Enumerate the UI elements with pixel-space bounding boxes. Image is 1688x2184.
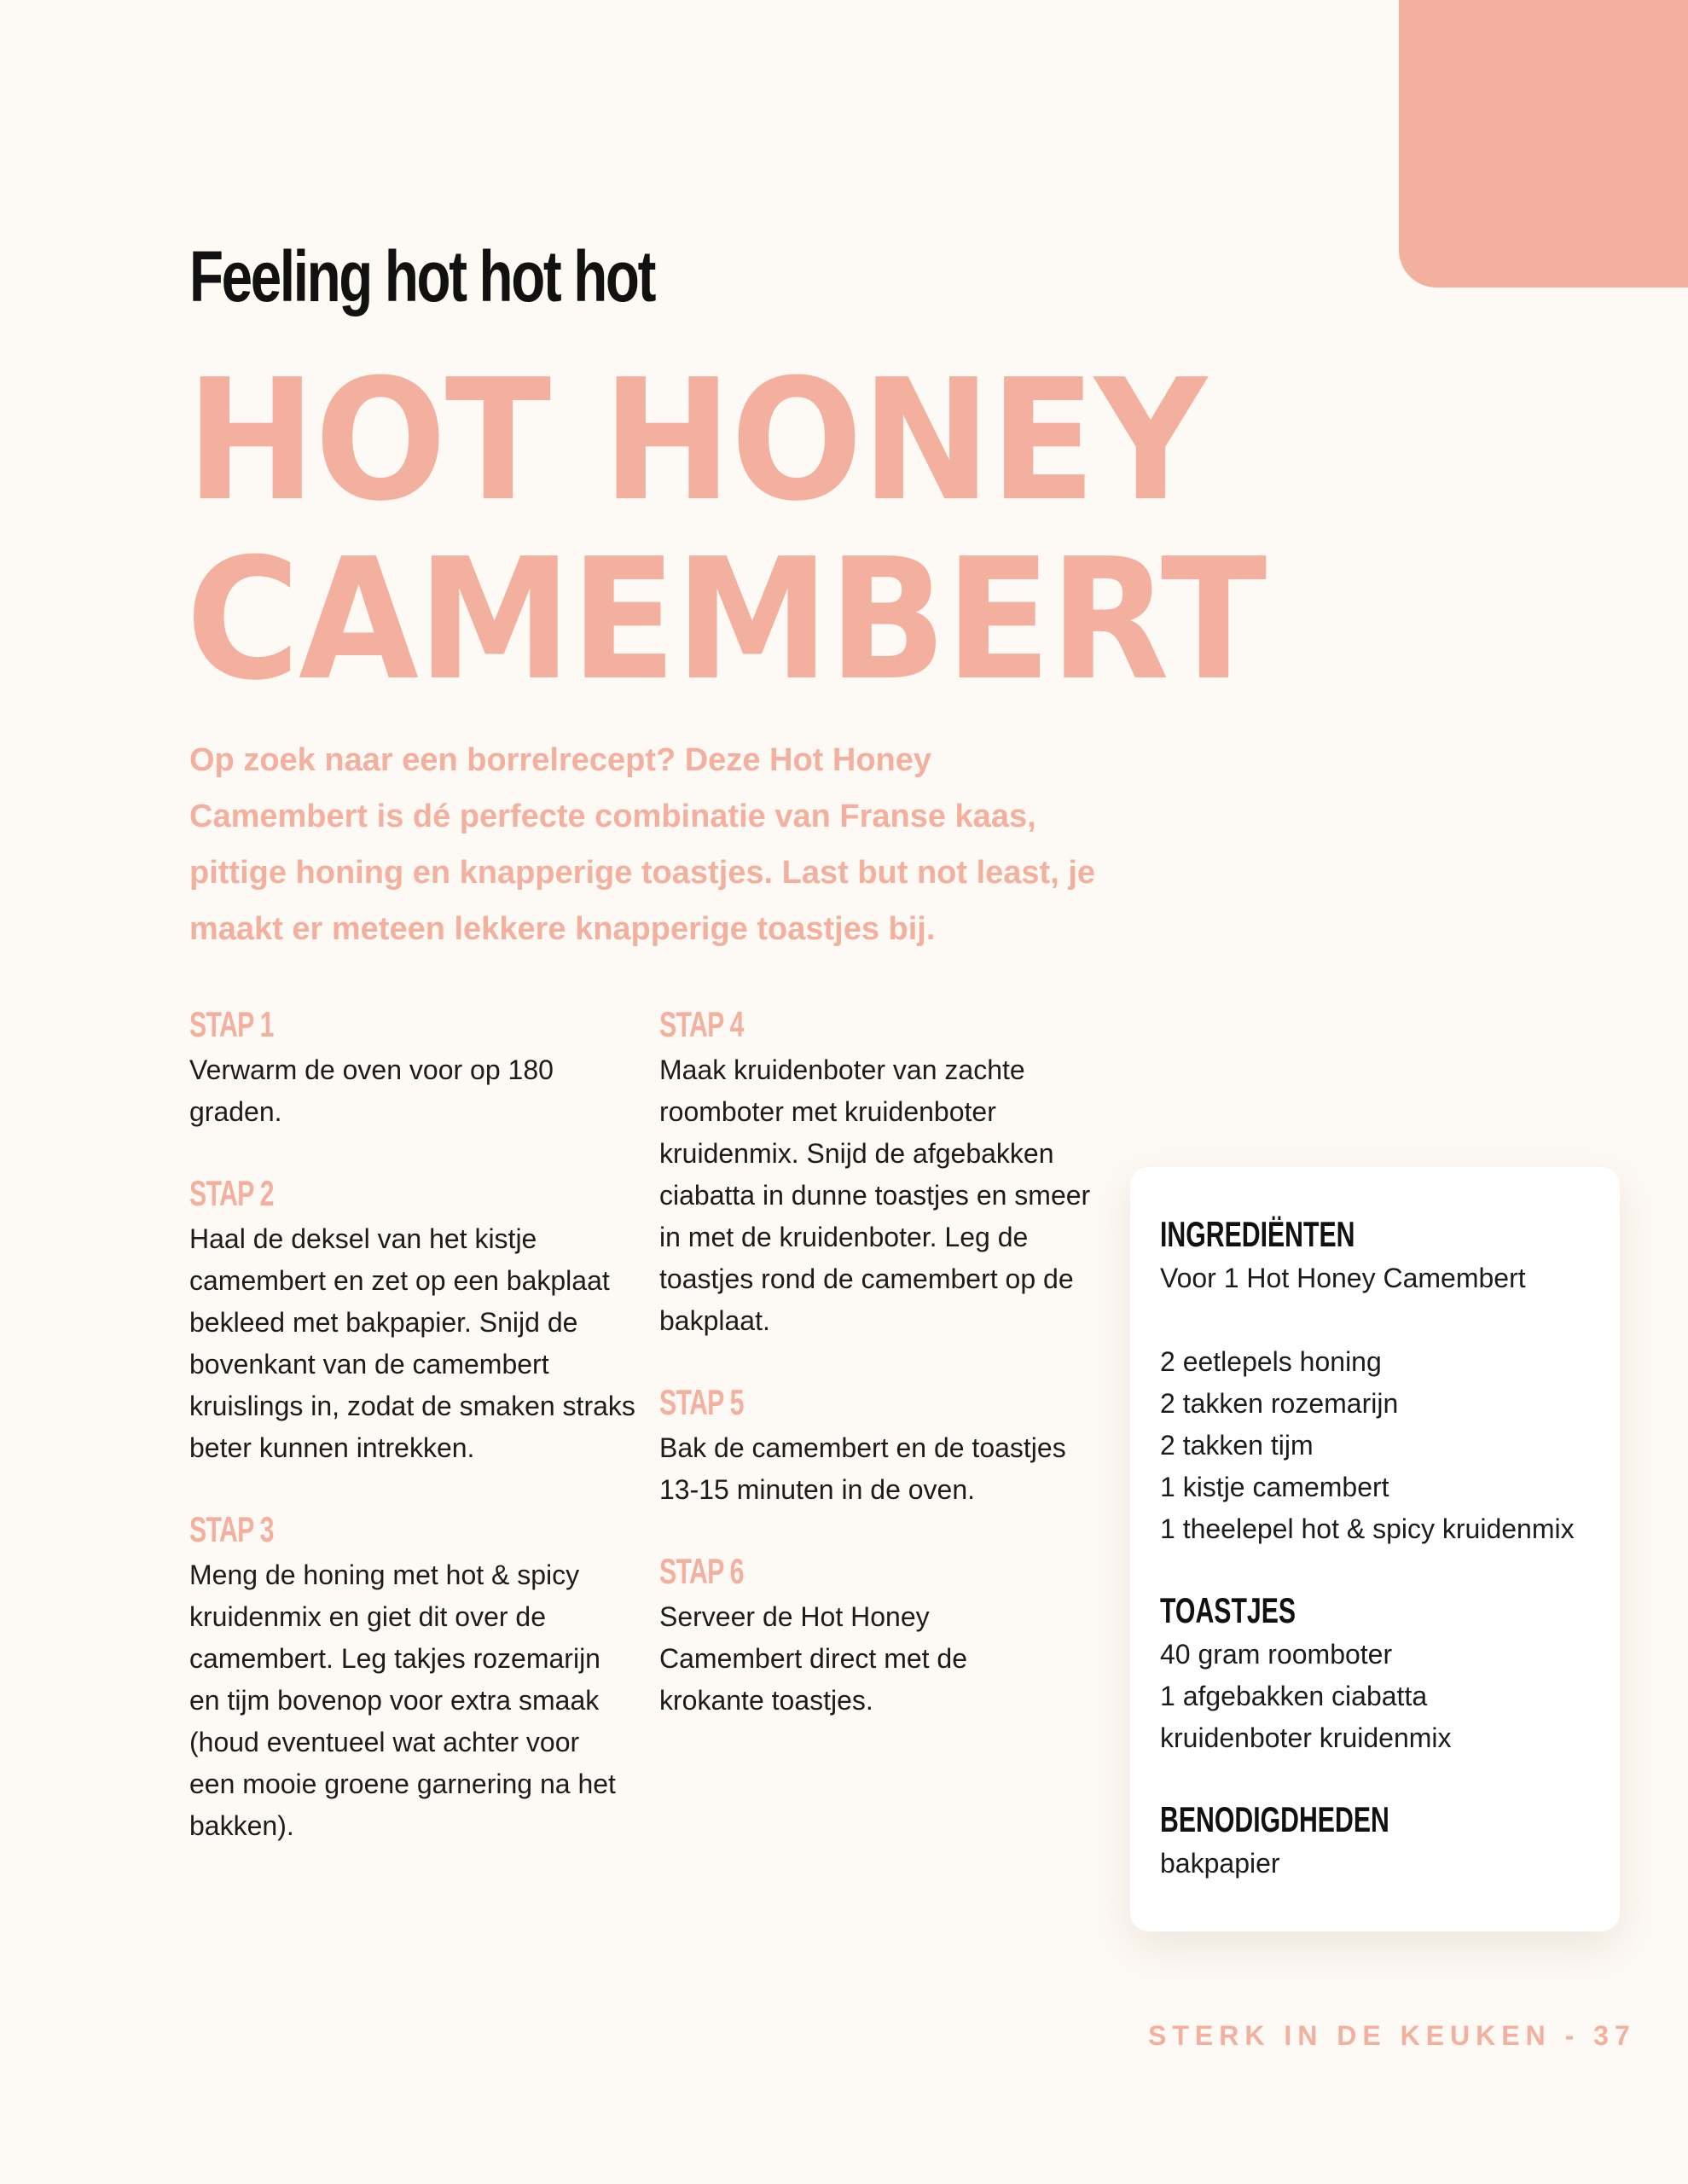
toastjes-list: [1160, 1634, 1612, 1759]
list-spacer: [1160, 1299, 1612, 1341]
step-text: Maak kruidenboter van zachte roomboter met kruidenboter kruidenmix. Snijd de afgebakken ciabatta in dunne toastjes en smeer in met de kruidenboter. Leg de toastjes rond de camembert op de bakplaat.: [659, 1054, 1091, 1336]
toastjes-heading: TOASTJES: [1160, 1590, 1296, 1630]
list-item: bakpapier: [1160, 1848, 1280, 1879]
step-text: Bak de camembert en de toastjes 13-15 minuten in de oven.: [659, 1432, 1066, 1505]
step-text: Serveer de Hot Honey Camembert direct met de krokante toastjes.: [659, 1601, 968, 1716]
step-6: [659, 1552, 1111, 1722]
ingredients-section: [1160, 1215, 1612, 1550]
toastjes-section: [1160, 1591, 1612, 1759]
qr-tab: [1399, 0, 1688, 288]
list-item: 1 afgebakken ciabatta: [1160, 1681, 1428, 1711]
list-item: 2 eetlepels honing: [1160, 1346, 1382, 1377]
step-3: [189, 1510, 641, 1847]
steps-column-right: [659, 1005, 1111, 1763]
benodigdheden-heading: BENODIGDHEDEN: [1160, 1799, 1389, 1839]
list-item: 2 takken rozemarijn: [1160, 1388, 1399, 1419]
benodigdheden-list: [1160, 1843, 1612, 1885]
benodigdheden-section: [1160, 1800, 1612, 1885]
list-item: 1 kistje camembert: [1160, 1472, 1389, 1502]
ingredients-heading: INGREDIËNTEN: [1160, 1214, 1355, 1254]
list-item: kruidenboter kruidenmix: [1160, 1722, 1452, 1753]
step-title: STAP 1: [189, 1004, 274, 1044]
list-item: 40 gram roomboter: [1160, 1639, 1393, 1670]
list-item: 1 theelepel hot & spicy kruidenmix: [1160, 1513, 1575, 1544]
steps-column-left: [189, 1005, 641, 1888]
recipe-title-line-1: HOT HONEY: [186, 344, 1206, 538]
list-item: 2 takken tijm: [1160, 1430, 1314, 1461]
step-text: Verwarm de oven voor op 180 graden.: [189, 1054, 554, 1127]
recipe-intro: Op zoek naar een borrelrecept? Deze Hot Honey Camembert is dé perfecte combinatie van Franse kaas, pittige honing en knapperige toastjes. Last but not least, je maakt er meteen lekkere knapperige toastjes bij.: [189, 742, 1096, 947]
recipe-kicker: Feeling hot hot hot: [189, 236, 655, 317]
step-title: STAP 4: [659, 1004, 744, 1044]
step-1: [189, 1005, 641, 1133]
step-title: STAP 6: [659, 1551, 744, 1591]
step-5: [659, 1383, 1111, 1511]
recipe-title-line-2: CAMEMBERT: [186, 523, 1266, 717]
page-footer: STERK IN DE KEUKEN - 37: [1148, 2020, 1636, 2051]
step-title: STAP 2: [189, 1173, 274, 1213]
step-title: STAP 5: [659, 1382, 744, 1422]
ingredients-card: [1130, 1167, 1620, 1931]
step-text: Meng de honing met hot & spicy kruidenmix en giet dit over de camembert. Leg takjes rozemarijn en tijm bovenop voor extra smaak (houd eventueel wat achter voor een mooie groene garnering na het bakken).: [189, 1560, 616, 1841]
step-4: [659, 1005, 1111, 1342]
serves-text: Voor 1 Hot Honey Camembert: [1160, 1263, 1526, 1293]
ingredients-list: [1160, 1258, 1612, 1550]
step-text: Haal de deksel van het kistje camembert en zet op een bakplaat bekleed met bakpapier. Snijd de bovenkant van de camembert kruislings in, zodat de smaken straks beter kunnen intrekken.: [189, 1223, 635, 1463]
recipe-title: [186, 344, 1266, 717]
step-2: [189, 1174, 641, 1469]
step-title: STAP 3: [189, 1509, 274, 1549]
